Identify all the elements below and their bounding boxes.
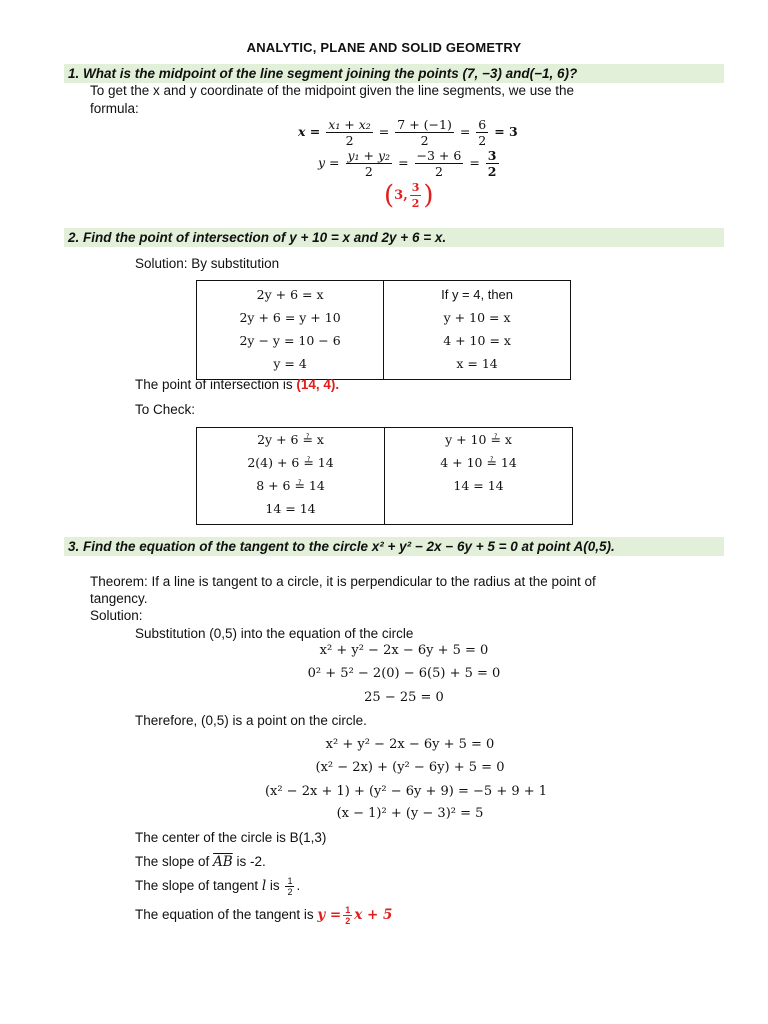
q2-intersection-text: The point of intersection is <box>135 377 297 392</box>
q3-tangent-lhs: y = <box>317 907 342 924</box>
question-1-prompt: 1. What is the midpoint of the line segment joining the points (7, −3) and(−1, 6)? <box>68 66 578 81</box>
q3-slope-tan-mid: is <box>266 878 284 894</box>
q3-theorem-line2: tangency. <box>90 591 148 606</box>
q1-x-frac3-num: 6 <box>478 117 487 132</box>
q1-intro-line2: formula: <box>90 101 139 116</box>
q2-table1-right-line: x = 14 <box>456 356 498 371</box>
q3-eq2: 0² + 5² − 2(0) − 6(5) + 5 = 0 <box>307 666 501 681</box>
q3-slope-tangent-line <box>135 876 300 897</box>
q2-intersection-value: (14, 4). <box>296 377 340 392</box>
q3-slope-ab-pre: The slope of <box>135 854 214 869</box>
q3-center-text: The center of the circle is B(1,3) <box>135 830 327 845</box>
q2-table1-right <box>384 281 571 380</box>
q2-table2-right-line: 4 + 10 ≟ 14 <box>440 455 517 470</box>
q2-table1-right-line: y + 10 = x <box>443 310 511 325</box>
q2-intersection-line <box>135 377 339 392</box>
q3-eq5: (x² − 2x) + (y² − 6y) + 5 = 0 <box>315 760 505 775</box>
question-2-prompt: 2. Find the point of intersection of y + 10 = x and 2y + 6 = x. <box>68 230 447 245</box>
q1-x-frac2-num: 7 + (−1) <box>397 117 452 132</box>
q1-y-frac2-den: 2 <box>434 164 443 179</box>
q3-solution-label: Solution: <box>90 608 143 623</box>
q1-y-frac3-num: 3 <box>487 148 497 163</box>
q3-segment-ab: $\overline{AB}$ <box>213 854 233 870</box>
q1-answer: (3, $\frac{3}{2}$ ) <box>384 180 434 211</box>
q3-slope-tan-pre: The slope of tangent <box>135 878 262 894</box>
q3-eq7: (x − 1)² + (y − 3)² = 5 <box>336 806 484 821</box>
q3-eq3: 25 − 25 = 0 <box>364 690 444 705</box>
q1-y-frac2-num: −3 + 6 <box>416 148 462 163</box>
q1-x-result: = 3 <box>494 124 518 139</box>
q2-solution-table <box>196 280 571 380</box>
q3-slope-tan-num: 1 <box>287 876 293 886</box>
q3-slope-ab-line <box>135 854 266 870</box>
q1-x-frac2-den: 2 <box>420 133 429 148</box>
q2-table2-left-line: 2(4) + 6 ≟ 14 <box>247 455 334 470</box>
q1-answer-den: 2 <box>411 197 420 210</box>
q3-eq1: x² + y² − 2x − 6y + 5 = 0 <box>319 643 489 658</box>
q3-slope-tan-post: . <box>296 878 301 894</box>
q2-check-table <box>196 427 573 525</box>
q1-x-formula: x = $\frac{\text{x₁ + x₂}}{2}$ = $\frac{7 + (-1)}{2}$ = $\frac{6}{2}$ = 3 <box>298 117 518 148</box>
q1-x-lhs: x = <box>298 124 321 139</box>
q3-slope-ab-post: is -2. <box>232 854 266 869</box>
q3-therefore-text: Therefore, (0,5) is a point on the circle. <box>135 713 367 728</box>
q1-y-formula: y = $\frac{\text{y₁ + y₂}}{2}$ = $\frac{-3 + 6}{2}$ = $\frac{3}{2}$ <box>318 148 497 179</box>
q2-table1-left-line: y = 4 <box>273 356 307 371</box>
q1-y-lhs: y = <box>318 155 340 170</box>
q2-table2-left <box>197 428 385 525</box>
q2-table1-right-line: If y = 4, then <box>441 287 514 302</box>
q2-table2-left-line: 14 = 14 <box>265 501 316 516</box>
q2-table2-right <box>385 428 573 525</box>
q2-table2-right-line: 14 = 14 <box>453 478 504 493</box>
q3-eq6: (x² − 2x + 1) + (y² − 6y + 9) = −5 + 9 + 1 <box>264 784 548 799</box>
q2-table2-right-line: y + 10 ≟ x <box>445 432 512 447</box>
q1-y-frac1-den: 2 <box>364 164 373 179</box>
q3-eq4: x² + y² − 2x − 6y + 5 = 0 <box>325 737 495 752</box>
q1-answer-x: 3, <box>394 188 408 203</box>
q3-slope-tan-var: l <box>261 878 267 895</box>
q3-tangent-pre: The equation of the tangent is <box>135 907 318 923</box>
q3-tangent-rhs: x + 5 <box>354 907 393 924</box>
q1-x-frac1-num: x₁ + x₂ <box>328 117 371 132</box>
q1-intro-line1: To get the x and y coordinate of the midpoint given the line segments, we use the <box>90 83 575 98</box>
q3-tangent-line <box>135 905 392 926</box>
q2-table1-left-line: 2y − y = 10 − 6 <box>239 333 341 348</box>
q2-table2-left-line: 8 + 6 ≟ 14 <box>256 478 325 493</box>
q1-x-frac1-den: 2 <box>345 133 354 148</box>
q2-check-label: To Check: <box>135 402 196 417</box>
q2-table2-left-line: 2y + 6 ≟ x <box>257 432 324 447</box>
q1-answer-num: 3 <box>411 181 420 194</box>
q3-theorem-line1: Theorem: If a line is tangent to a circle, it is perpendicular to the radius at the point of <box>90 574 596 589</box>
q1-x-frac3-den: 2 <box>478 133 487 148</box>
q2-table1-left-line: 2y + 6 = y + 10 <box>239 310 341 325</box>
q3-tangent-den: 2 <box>345 916 351 926</box>
q2-table1-right-line: 4 + 10 = x <box>443 333 511 348</box>
q1-y-frac3-den: 2 <box>487 164 497 179</box>
q2-solution-label: Solution: By substitution <box>135 256 280 271</box>
page-title: ANALYTIC, PLANE AND SOLID GEOMETRY <box>246 40 522 55</box>
q3-substitution-text: Substitution (0,5) into the equation of the circle <box>135 626 414 641</box>
q3-slope-tan-den: 2 <box>287 887 293 897</box>
q2-table1-left-line: 2y + 6 = x <box>256 287 324 302</box>
q3-tangent-num: 1 <box>345 905 351 915</box>
q2-table1-left <box>197 281 384 380</box>
question-3-prompt: 3. Find the equation of the tangent to the circle x² + y² − 2x − 6y + 5 = 0 at point A(0,5). <box>68 539 615 554</box>
q1-y-frac1-num: y₁ + y₂ <box>347 148 391 163</box>
